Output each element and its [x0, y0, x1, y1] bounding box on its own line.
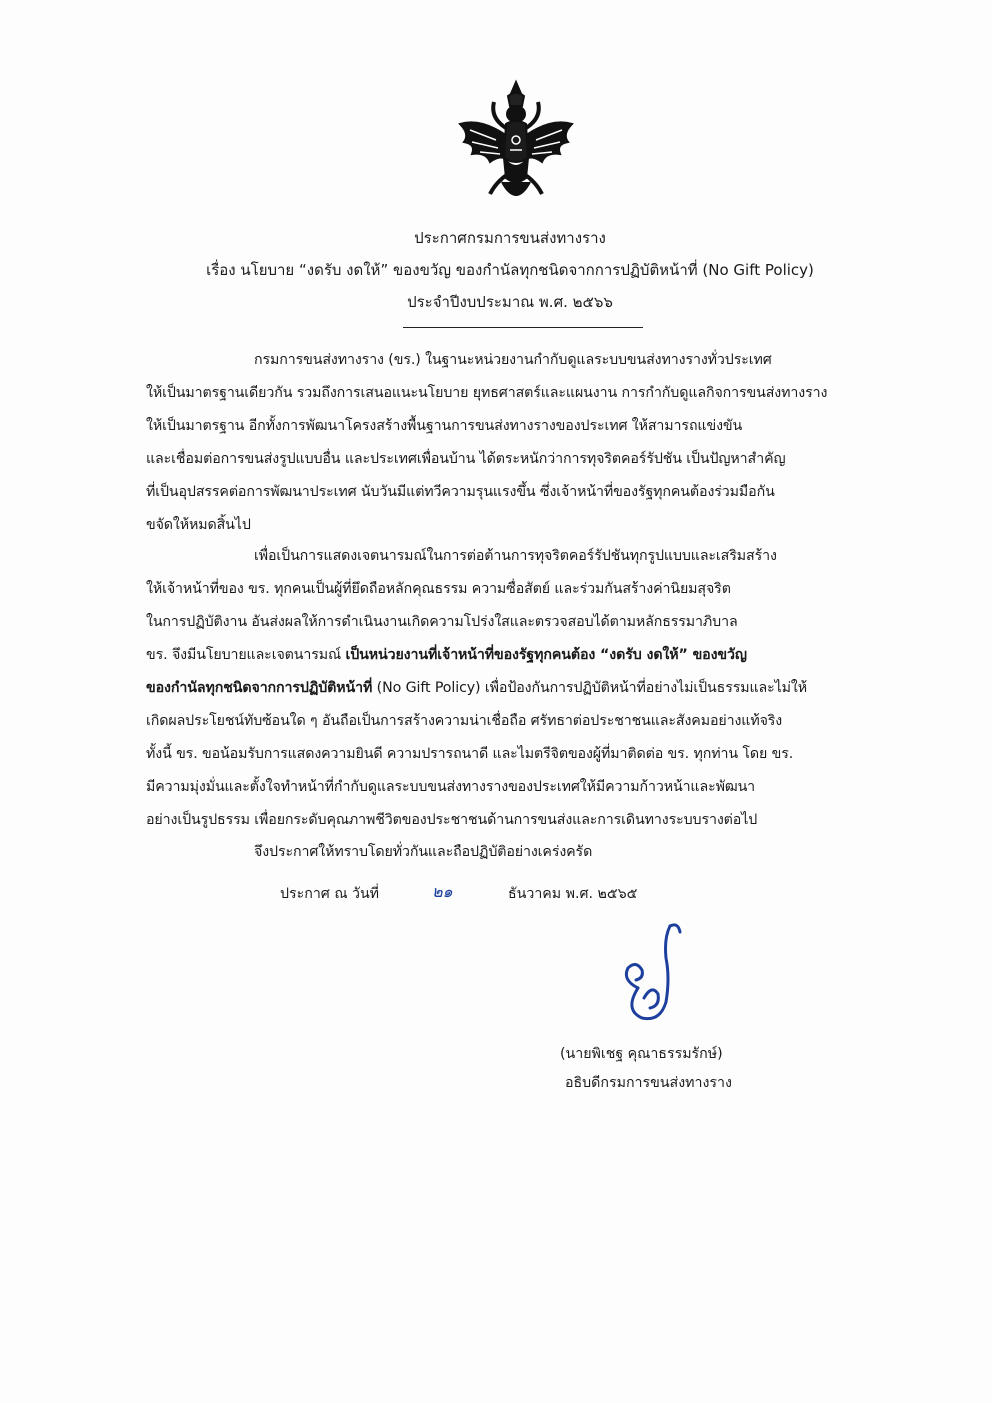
paragraph-1-line: ขจัดให้หมดสิ้นไป	[146, 517, 251, 533]
policy-statement-bold: ของกำนัลทุกชนิดจากการปฏิบัติหน้าที่	[146, 680, 373, 696]
paragraph-2-line: มีความมุ่งมั่นและตั้งใจทำหน้าที่กำกับดูแลระบบขนส่งทางรางของประเทศให้มีความก้าวหน้าและพัฒนา	[146, 779, 756, 795]
closing-statement: จึงประกาศให้ทราบโดยทั่วกันและถือปฏิบัติอย่างเคร่งครัด	[254, 844, 593, 860]
policy-intro: ขร. จึงมีนโยบายและเจตนารมณ์	[146, 647, 346, 663]
paragraph-2-line: เกิดผลประโยชน์ทับซ้อนใด ๆ อันถือเป็นการสร้างความน่าเชื่อถือ ศรัทธาต่อประชาชนและสังคมอย่างแท้จริง	[146, 713, 783, 729]
date-day: ๒๑	[432, 882, 453, 901]
paragraph-1-line: และเชื่อมต่อการขนส่งรูปแบบอื่น และประเทศเพื่อนบ้าน ได้ตระหนักว่าการทุจริตคอร์รัปชัน เป็นปัญหาสำคัญ	[146, 451, 786, 467]
signatory-name: (นายพิเชฐ คุณาธรรมรักษ์)	[560, 1046, 723, 1062]
paragraph-1-line: ที่เป็นอุปสรรคต่อการพัฒนาประเทศ นับวันมีแต่ทวีความรุนแรงขึ้น ซึ่งเจ้าหน้าที่ของรัฐทุกคนต้องร่วมมือกัน	[146, 484, 775, 500]
paragraph-1-line: ให้เป็นมาตรฐานเดียวกัน รวมถึงการเสนอแนะนโยบาย ยุทธศาสตร์และแผนงาน การกำกับดูแลกิจการขนส่งทางราง	[146, 385, 828, 401]
handwritten-signature	[608, 918, 690, 1028]
announcement-subject: เรื่อง นโยบาย “งดรับ งดให้” ของขวัญ ของกำนัลทุกชนิดจากการปฏิบัติหน้าที่ (No Gift Policy)	[206, 261, 814, 279]
paragraph-2-line: อย่างเป็นรูปธรรม เพื่อยกระดับคุณภาพชีวิตของประชาชนด้านการขนส่งและการเดินทางระบบรางต่อไป	[146, 812, 758, 828]
announcement-title: ประกาศกรมการขนส่งทางราง	[414, 229, 606, 247]
policy-statement-bold: เป็นหน่วยงานที่เจ้าหน้าที่ของรัฐทุกคนต้อง “งดรับ งดให้” ของขวัญ	[345, 647, 747, 663]
signatory-title: อธิบดีกรมการขนส่งทางราง	[565, 1075, 732, 1091]
paragraph-2-line	[146, 645, 747, 665]
paragraph-2-line: เพื่อเป็นการแสดงเจตนารมณ์ในการต่อต้านการทุจริตคอร์รัปชันทุกรูปแบบและเสริมสร้าง	[254, 548, 777, 564]
garuda-emblem	[450, 78, 582, 210]
paragraph-1-line: กรมการขนส่งทางราง (ขร.) ในฐานะหน่วยงานกำกับดูแลระบบขนส่งทางรางทั่วประเทศ	[254, 352, 772, 368]
date-prefix: ประกาศ ณ วันที่	[280, 886, 380, 902]
fiscal-year: ประจำปีงบประมาณ พ.ศ. ๒๕๖๖	[407, 293, 613, 311]
date-month-year: ธันวาคม พ.ศ. ๒๕๖๕	[508, 886, 638, 902]
header-divider	[403, 327, 643, 328]
paragraph-2-line: ในการปฏิบัติงาน อันส่งผลให้การดำเนินงานเกิดความโปร่งใสและตรวจสอบได้ตามหลักธรรมาภิบาล	[146, 614, 738, 630]
paragraph-1-line: ให้เป็นมาตรฐาน อีกทั้งการพัฒนาโครงสร้างพื้นฐานการขนส่งทางรางของประเทศ ให้สามารถแข่งขัน	[146, 418, 743, 434]
policy-purpose: (No Gift Policy) เพื่อป้องกันการปฏิบัติหน้าที่อย่างไม่เป็นธรรมและไม่ให้	[372, 680, 808, 696]
paragraph-2-line: ทั้งนี้ ขร. ขอน้อมรับการแสดงความยินดี ความปรารถนาดี และไมตรีจิตของผู้ที่มาติดต่อ ขร. ทุกท่าน โดย ขร.	[146, 746, 794, 762]
paragraph-2-line: ให้เจ้าหน้าที่ของ ขร. ทุกคนเป็นผู้ที่ยึดถือหลักคุณธรรม ความซื่อสัตย์ และร่วมกันสร้างค่านิยมสุจริต	[146, 581, 731, 597]
paragraph-2-line	[146, 678, 807, 698]
